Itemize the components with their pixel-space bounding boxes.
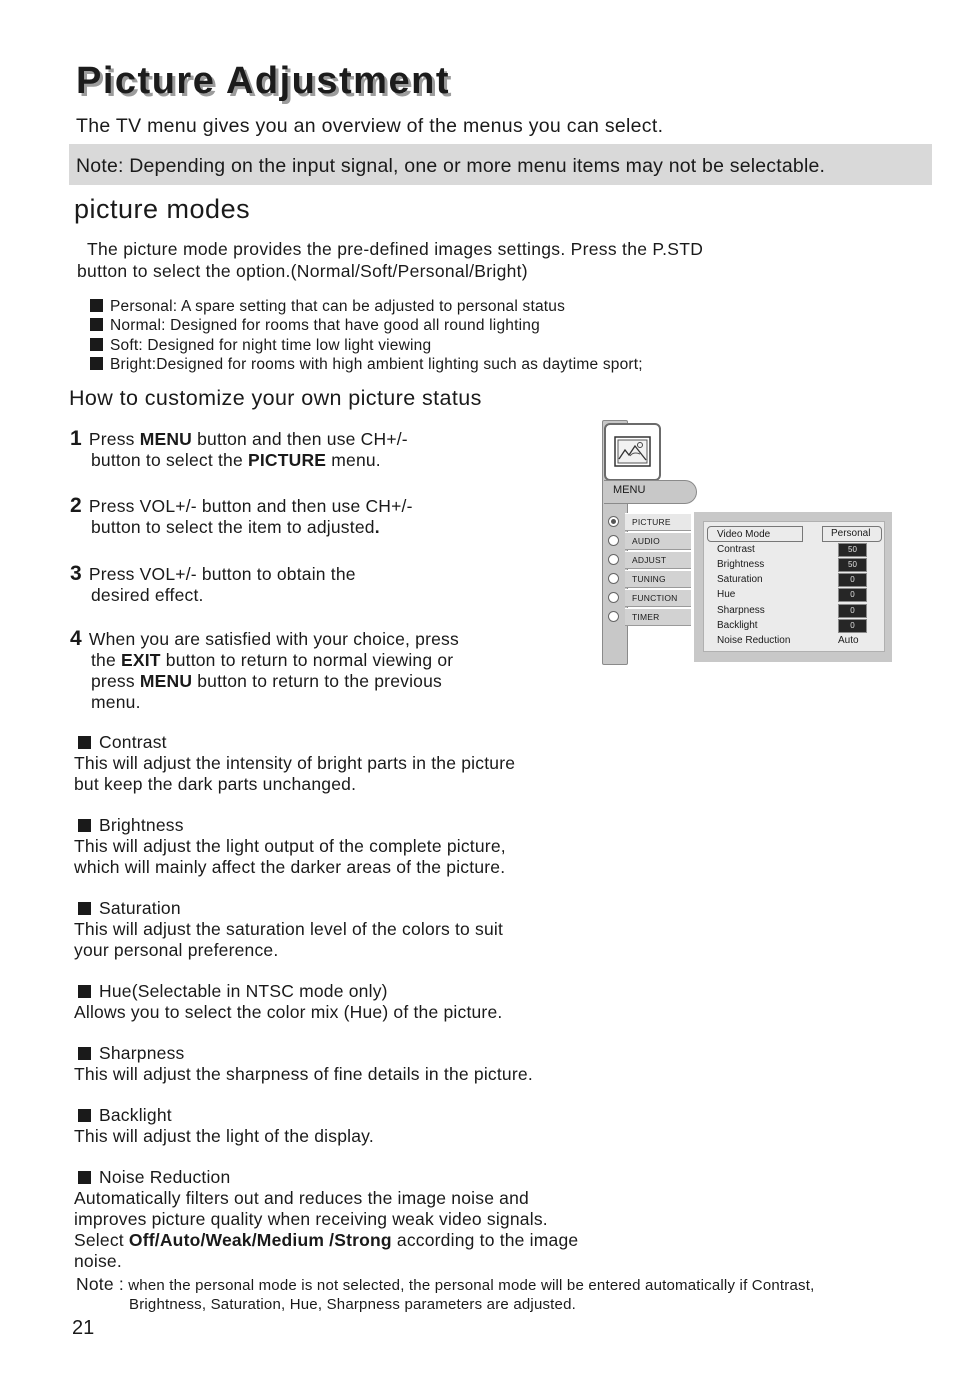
feature-title: Noise Reduction (99, 1167, 231, 1187)
menu-item-adjust[interactable] (625, 551, 691, 569)
radio-icon (608, 592, 619, 603)
bullet-square-icon (78, 819, 91, 832)
step-number: 3 (70, 562, 82, 585)
step-3 (70, 563, 356, 606)
step-text: . (374, 517, 380, 537)
feature-title: Saturation (99, 898, 181, 918)
step-text: the (91, 650, 121, 670)
menu-item-timer[interactable] (625, 608, 691, 626)
feature-title: Hue(Selectable in NTSC mode only) (99, 981, 388, 1001)
step-keyword: MENU (139, 671, 193, 691)
feature-saturation (74, 898, 503, 961)
feature-line: This will adjust the intensity of bright parts in the picture (74, 753, 516, 773)
feature-line: This will adjust the light of the display. (74, 1126, 374, 1146)
submenu-row-contrast[interactable] (704, 543, 884, 558)
submenu-label: Backlight (717, 620, 758, 631)
customize-heading: How to customize your own picture status (69, 386, 482, 410)
submenu-row-saturation[interactable] (704, 573, 884, 588)
step-number: 1 (70, 427, 82, 450)
step-keyword: EXIT (121, 650, 161, 670)
menu-item-function[interactable] (625, 589, 691, 607)
step-2 (70, 495, 413, 538)
mode-name: Soft: (110, 336, 143, 354)
submenu-label: Hue (717, 589, 736, 600)
mode-name: Normal: (110, 317, 166, 335)
bullet-square-icon (78, 1109, 91, 1122)
step-keyword: PICTURE (247, 450, 327, 470)
bullet-square-icon (78, 985, 91, 998)
note-text: when the personal mode is not selected, the personal mode will be entered automatically if Contrast, (123, 1277, 815, 1294)
description-line: button to select the option.(Normal/Soft/Personal/Bright) (77, 261, 528, 281)
tv-menu-illustration (602, 420, 897, 670)
step-text: button to return to the previous (192, 671, 442, 691)
step-text: menu. (326, 450, 381, 470)
feature-line: This will adjust the saturation level of the colors to suit (74, 919, 504, 939)
bullet-square-icon (90, 338, 103, 351)
mode-text: Designed for night time low light viewing (142, 336, 432, 354)
menu-title: MENU (613, 484, 646, 496)
video-mode-value: Personal (831, 528, 871, 539)
bullet-square-icon (90, 299, 103, 312)
menu-item-audio[interactable] (625, 532, 691, 550)
feature-line: This will adjust the sharpness of fine details in the picture. (74, 1064, 533, 1084)
picture-submenu (703, 521, 885, 652)
feature-contrast (74, 732, 515, 795)
mode-text: Designed for rooms that have good all round lighting (165, 317, 540, 335)
submenu-label: Saturation (717, 574, 763, 585)
step-text: menu. (91, 692, 141, 712)
feature-line: This will adjust the light output of the complete picture, (74, 836, 506, 856)
feature-line: your personal preference. (74, 940, 279, 960)
step-number: 2 (70, 494, 82, 517)
step-text: button to return to normal viewing or (160, 650, 454, 670)
picture-menu-icon (604, 423, 661, 481)
feature-line: which will mainly affect the darker areas of the picture. (74, 857, 506, 877)
submenu-label: Sharpness (717, 605, 765, 616)
menu-item-label: AUDIO (632, 536, 660, 546)
feature-noise-reduction (74, 1167, 578, 1272)
submenu-value: Auto (838, 635, 859, 646)
page-title: Picture Adjustment (76, 60, 450, 102)
submenu-row-sharpness[interactable] (704, 604, 884, 619)
step-text: When you are satisfied with your choice, press (88, 629, 459, 649)
feature-sharpness (74, 1043, 533, 1085)
radio-icon (608, 554, 619, 565)
mode-text: A spare setting that can be adjusted to personal status (177, 298, 566, 315)
bullet-square-icon (78, 902, 91, 915)
feature-hue (74, 981, 502, 1023)
menu-item-label: TIMER (632, 612, 660, 622)
note-banner (69, 144, 932, 185)
feature-text: Select (74, 1230, 129, 1250)
step-text: Press (88, 429, 140, 449)
bullet-square-icon (90, 318, 103, 331)
mode-name: Bright: (110, 355, 157, 373)
mode-item-normal (90, 316, 643, 335)
mode-text: Designed for rooms with high ambient lighting such as daytime sport; (156, 355, 643, 373)
feature-keyword: Off/Auto/Weak/Medium /Strong (128, 1230, 392, 1250)
step-text: button to select the (91, 450, 248, 470)
submenu-label: Noise Reduction (717, 635, 791, 646)
menu-item-picture[interactable] (625, 513, 691, 531)
feature-title: Backlight (99, 1105, 172, 1125)
mode-name: Personal: (110, 298, 178, 315)
submenu-label: Video Mode (717, 529, 771, 540)
menu-title-bar (604, 480, 697, 504)
submenu-value: 50 (838, 558, 867, 572)
description-line: The picture mode provides the pre-defined images settings. Press the P.STD (87, 239, 704, 259)
submenu-label: Contrast (717, 544, 755, 555)
step-text: Press VOL+/- button and then use CH+/- (88, 496, 413, 516)
mode-item-personal (90, 297, 643, 316)
menu-item-label: TUNING (632, 574, 666, 584)
step-text: desired effect. (91, 585, 204, 605)
submenu-row-brightness[interactable] (704, 558, 884, 573)
submenu-value: 0 (838, 573, 867, 587)
note-label: Note : (76, 1274, 124, 1294)
radio-icon (608, 573, 619, 584)
note-banner-text: Note: Depending on the input signal, one or more menu items may not be selectable. (76, 155, 826, 177)
note-text: Brightness, Saturation, Hue, Sharpness parameters are adjusted. (129, 1295, 577, 1313)
feature-line: improves picture quality when receiving weak video signals. (74, 1209, 548, 1229)
radio-icon (608, 611, 619, 622)
step-text: Press VOL+/- button to obtain the (88, 564, 356, 584)
menu-item-tuning[interactable] (625, 570, 691, 588)
mode-item-bright (90, 355, 643, 374)
submenu-value: 0 (838, 619, 867, 633)
bullet-square-icon (78, 736, 91, 749)
intro-text: The TV menu gives you an overview of the menus you can select. (76, 115, 664, 137)
step-keyword: MENU (139, 429, 193, 449)
picture-modes-description (77, 238, 703, 282)
submenu-value: 50 (838, 543, 867, 557)
radio-icon (608, 535, 619, 546)
feature-line: Allows you to select the color mix (Hue) of the picture. (74, 1002, 503, 1022)
feature-text: according to the image (391, 1230, 579, 1250)
menu-item-label: PICTURE (632, 517, 671, 527)
radio-icon (608, 516, 619, 527)
step-text: press (91, 671, 140, 691)
bullet-square-icon (78, 1171, 91, 1184)
submenu-value: 0 (838, 588, 867, 602)
feature-line: Automatically filters out and reduces the image noise and (74, 1188, 529, 1208)
submenu-row-noise-reduction[interactable] (704, 634, 884, 649)
feature-line: but keep the dark parts unchanged. (74, 774, 357, 794)
step-text: button and then use CH+/- (192, 429, 408, 449)
menu-item-label: FUNCTION (632, 593, 678, 603)
submenu-row-video-mode (704, 528, 884, 543)
submenu-value: 0 (838, 604, 867, 618)
page-number: 21 (72, 1317, 95, 1339)
submenu-row-backlight[interactable] (704, 619, 884, 634)
feature-line (74, 1230, 578, 1251)
step-1 (70, 428, 408, 471)
step-4 (70, 628, 459, 713)
submenu-row-hue[interactable] (704, 588, 884, 603)
feature-brightness (74, 815, 506, 878)
picture-submenu-panel (694, 512, 892, 662)
menu-item-label: ADJUST (632, 555, 667, 565)
feature-title: Contrast (99, 732, 167, 752)
mode-list (90, 297, 643, 374)
step-text: button to select the item to adjusted (91, 517, 375, 537)
bullet-square-icon (78, 1047, 91, 1060)
final-note (76, 1275, 814, 1314)
bullet-square-icon (90, 357, 103, 370)
mode-item-soft (90, 336, 643, 355)
feature-title: Sharpness (99, 1043, 185, 1063)
step-number: 4 (70, 627, 82, 650)
feature-backlight (74, 1105, 374, 1147)
feature-line: noise. (74, 1251, 122, 1271)
feature-title: Brightness (99, 815, 184, 835)
picture-modes-heading: picture modes (74, 194, 251, 224)
submenu-label: Brightness (717, 559, 765, 570)
